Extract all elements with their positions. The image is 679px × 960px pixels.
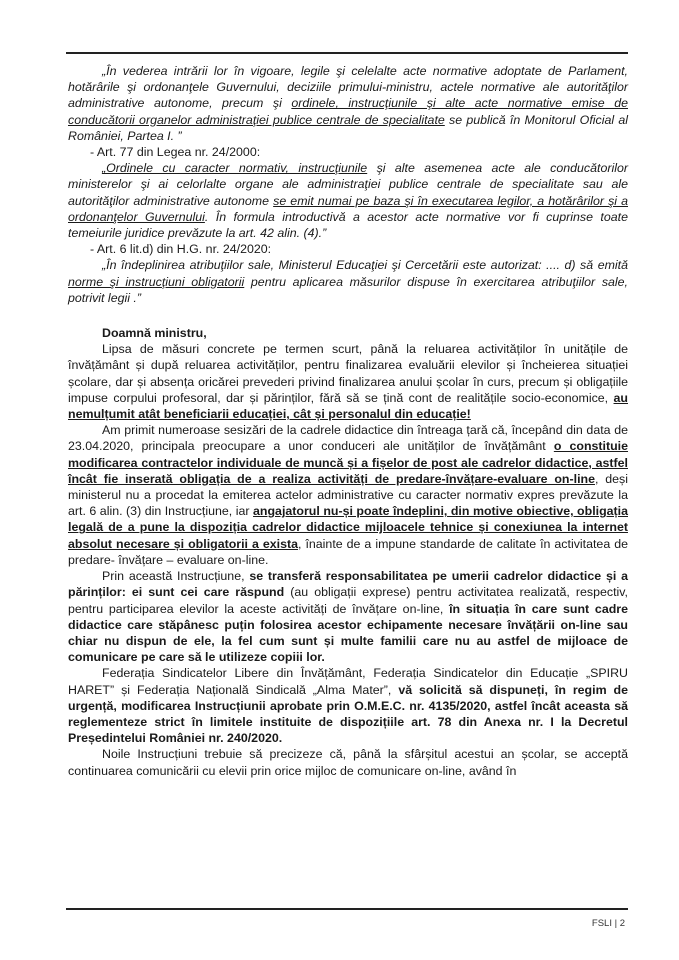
reference-art-6: - Art. 6 lit.d) din H.G. nr. 24/2020:: [90, 242, 272, 257]
header-rule: [66, 52, 628, 54]
quote-art-77: „Ordinele cu caracter normativ, instrucţiunile şi alte asemenea acte ale conducătorilor ministerelor şi ai celorlalte organe ale administraţiei publice centrale de specialitate sau ale autorităţilor administrative autonome se emit numai pe baza şi în executarea legilor, a hotărârilor şi a ordonanţelor Guvernului. În formula introductivă a acestor acte normative vor fi cuprinse toate temeiurile juridice prevăzute la art. 42 alin. (4).”: [68, 161, 629, 241]
paragraph-3: Prin această Instrucțiune, se transferă responsabilitatea pe umerii cadrelor didactice și a părinților: ei sunt cei care răspund (au obligații exprese) pentru activitatea realizată, respectiv, pentru participarea elevilor la aceste activități de învățare on-line, în situația în care sunt cadre didactice care stăpânesc puțin folosirea acestor echipamente necesare învățării on-line sau chiar nu dispun de ele, la fel cum sunt și multe familii care nu au astfel de mijloace de comunicare pe care să le utilizeze copiii lor.: [68, 569, 628, 665]
paragraph-2: Am primit numeroase sesizări de la cadrele didactice din întreaga țară că, începând din data de 23.04.2020, principala preocupare a unor conduceri ale unităților de învățământ o constituie modificarea contractelor individuale de muncă și a fișelor de post ale cadrelor didactice, astfel încât fie inserată obligația de a realiza activități de predare-învățare-evaluare on-line, deși ministerul nu a procedat la emiterea actelor administrative cu caracter normativ expres prevăzute la art. 6 alin. (3) din Instrucțiune, iar angajatorul nu-și poate îndeplini, din motive obiective, obligația legală de a pune la dispoziția cadrelor didactice mijloacele tehnice și conexiunea la internet absolut necesare și obligatorii a exista, înainte de a impune standarde de calitate în activitatea de predare- învățare – evaluare on-line.: [68, 423, 629, 567]
document-body: [68, 63, 628, 779]
paragraph-1: Lipsa de măsuri concrete pe termen scurt, până la reluarea activităților în unitățile de învățământ și după reluarea activităților, pentru finalizarea evaluării elevilor și încheierea situației școlare, dar și absența oricărei prevederi privind finalizarea anului școlar în curs, precum și obligațiile impuse corpului profesoral, dar și părinților, fără să se țină cont de realitățile socio-economice, au nemulțumit atât beneficiarii educației, cât și personalul din educație!: [68, 342, 628, 422]
page-footer: FSLI | 2: [591, 918, 625, 929]
quote-art-6: „În îndeplinirea atribuţiilor sale, Ministerul Educaţiei şi Cercetării este autorizat: .... d) să emită norme şi instrucţiuni obligatorii pentru aplicarea măsurilor dispuse în exercitarea atribuţiilor sale, potrivit legii .”: [68, 258, 628, 305]
paragraph-4: Federația Sindicatelor Libere din Învățământ, Federația Sindicatelor din Educație „SPIRU HARET” și Federația Națională Sindicală „Alma Mater”, vă solicită să dispuneți, în regim de urgență, modificarea Instrucțiunii aprobate prin O.M.E.C. nr. 4135/2020, astfel încât aceasta să reglementeze strict în limitele instituite de dispozițiile art. 78 din Anexa nr. I la Decretul Președintelui României nr. 240/2020.: [68, 666, 629, 746]
footer-rule: [66, 908, 628, 910]
paragraph-5: Noile Instrucțiuni trebuie să precizeze că, până la sfârșitul acestui an școlar, se acceptă continuarea comunicării cu elevii prin orice mijloc de comunicare on-line, având în: [68, 747, 628, 778]
reference-art-77: - Art. 77 din Legea nr. 24/2000:: [90, 145, 261, 160]
quote-monitorul-oficial: „În vederea intrării lor în vigoare, legile şi celelalte acte normative adoptate de Parlament, hotărârile şi ordonanţele Guvernului, deciziile primului-ministru, actele normative ale autorităţilor administrative autonome, precum şi ordinele, instrucţiunile şi alte acte normative emise de conducătorii organelor administraţiei publice centrale de specialitate se publică în Monitorul Oficial al României, Partea I. ”: [68, 64, 629, 143]
salutation: Doamnă ministru,: [102, 326, 207, 341]
